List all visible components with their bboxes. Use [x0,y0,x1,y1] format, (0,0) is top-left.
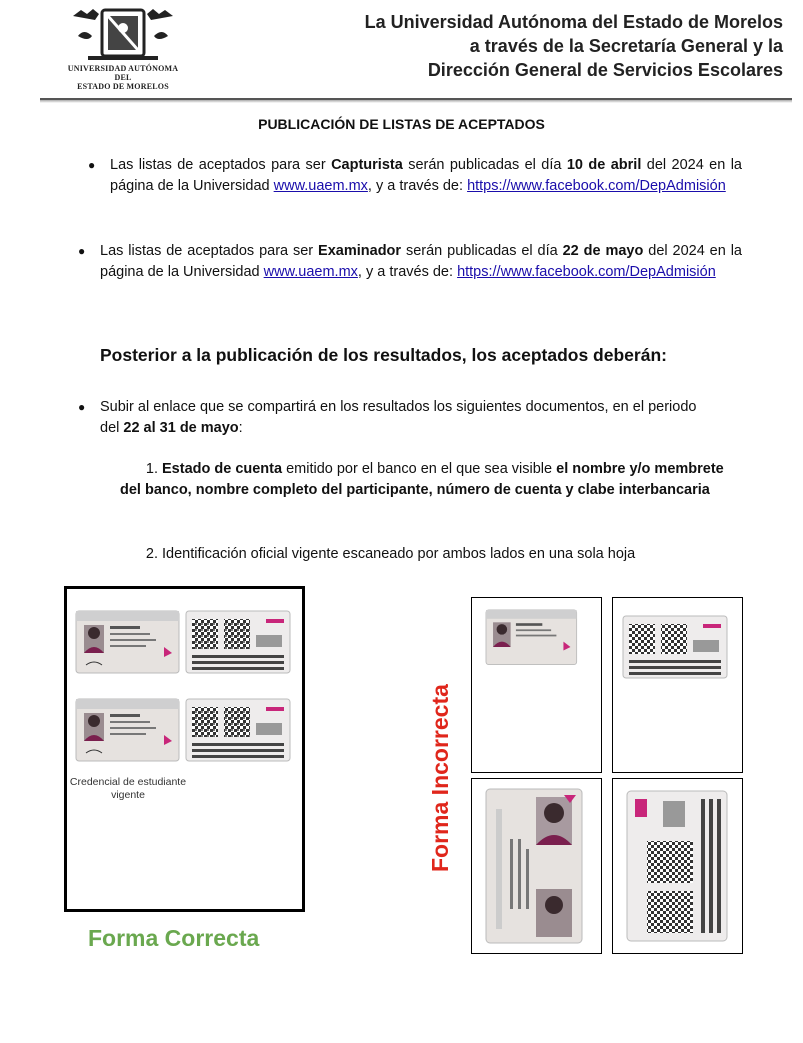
text: del 2024 en la página de la Universidad [100,243,742,280]
incorrect-example-back-only [612,597,743,773]
logo-line-2: ESTADO DE MORELOS [77,82,169,91]
id-card-front-icon [472,598,601,772]
text: , y a través de: [367,178,468,194]
link-facebook[interactable]: https://www.facebook.com/DepAdmisión [457,264,716,280]
link-facebook[interactable]: https://www.facebook.com/DepAdmisión [467,178,726,194]
section-heading: Posterior a la publicación de los resultados, los aceptados deberán: [100,345,667,365]
credential-caption [68,776,188,802]
role-capturista: Capturista [331,157,403,173]
text: Identificación oficial vigente escaneado por ambos lados en una sola hoja [162,546,636,562]
text: del 2024 en la página de la Universidad [110,157,742,194]
text: Estado de cuenta [162,461,283,477]
text: Las listas de aceptados para ser [100,243,319,259]
item-number: 1. [145,461,158,477]
id-card-back-icon [613,598,742,772]
bullet-dot: ● [78,400,86,414]
caption-line-2: vigente [111,789,145,801]
document-title: PUBLICACIÓN DE LISTAS DE ACEPTADOS [258,116,545,132]
role-examinador: Examinador [318,243,402,259]
id-card-correct-icon [67,589,302,909]
header-title-line-1: La Universidad Autónoma del Estado de Morelos [364,12,783,32]
caption-line-1: Credencial de estudiante [69,776,187,788]
correct-example-frame [64,586,305,912]
incorrect-form-label: Forma Incorrecta [427,684,453,872]
text: serán publicadas el día [401,243,563,259]
text: Subir al enlace que se compartirá en los resultados los siguientes documentos, en el periodo del [100,399,697,436]
text: , y a través de: [357,264,458,280]
date-examinador: 22 de mayo [562,243,644,259]
bullet-examinador [78,241,742,283]
link-uaem[interactable]: www.uaem.mx [263,264,358,280]
link-uaem[interactable]: www.uaem.mx [273,178,368,194]
text: : [238,420,243,436]
header-title-line-2: a través de la Secretaría General y la [469,36,783,56]
id-card-rotated-back-icon [613,779,742,953]
bullet-dot: ● [88,158,96,172]
uaem-seal-icon [68,6,178,62]
incorrect-example-rotated-front [471,778,602,954]
incorrect-example-rotated-back [612,778,743,954]
list-item-identificacion [120,544,635,565]
item-number: 2. [145,546,158,562]
date-capturista: 10 de abril [566,157,642,173]
bullet-dot: ● [78,244,86,258]
incorrect-example-front-only [471,597,602,773]
header-title-line-3: Dirección General de Servicios Escolares [427,60,783,80]
bullet-upload-documents [78,397,710,439]
correct-form-label: Forma Correcta [88,925,260,951]
id-card-rotated-front-icon [472,779,601,953]
upload-period: 22 al 31 de mayo [123,420,239,436]
text: el nombre y/o membrete del banco, nombre completo del participante, número de cuenta y clabe interbancaria [120,461,724,498]
header-title [323,10,783,82]
logo-line-1: UNIVERSIDAD AUTÓNOMA DEL [67,64,179,82]
bullet-capturista [88,155,742,197]
text: emitido por el banco en el que sea visible [282,461,557,477]
header-divider-shadow [40,100,792,103]
list-item-estado-de-cuenta [120,459,730,501]
university-logo [62,6,184,91]
text: serán publicadas el día [402,157,567,173]
text: Las listas de aceptados para ser [110,157,332,173]
